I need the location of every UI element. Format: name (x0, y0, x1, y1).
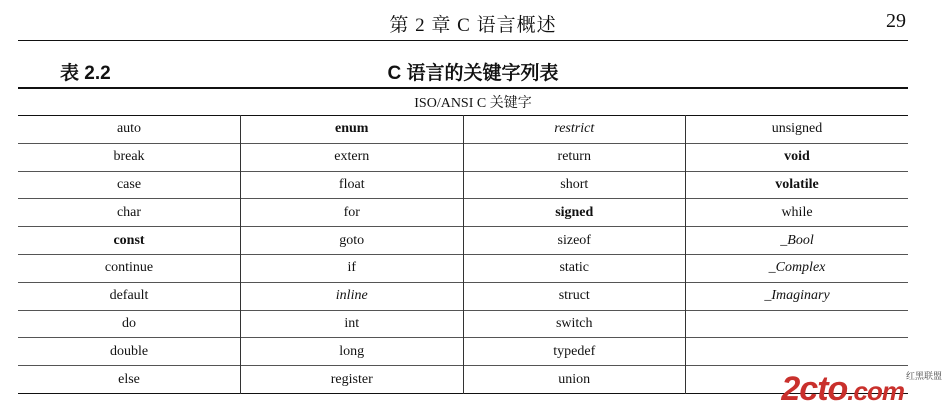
table-row (18, 338, 908, 366)
keyword-cell: else (18, 366, 241, 394)
table-label: 表 2.2 (60, 63, 111, 84)
keyword-cell: void (686, 143, 909, 171)
keyword-cell: extern (241, 143, 464, 171)
keyword-cell: static (463, 254, 686, 282)
keyword-cell: while (686, 199, 909, 227)
title-rule (18, 87, 908, 89)
keyword-cell: do (18, 310, 241, 338)
table-row (18, 143, 908, 171)
table-row (18, 116, 908, 144)
watermark (781, 369, 942, 406)
watermark-caption: 红黑联盟 (905, 372, 942, 382)
table-row (18, 310, 908, 338)
keyword-cell: long (241, 338, 464, 366)
keyword-cell: restrict (463, 116, 686, 144)
keyword-cell: _Imaginary (686, 282, 909, 310)
keyword-table (18, 115, 908, 394)
table-row (18, 282, 908, 310)
keyword-cell: int (241, 310, 464, 338)
keyword-cell: switch (463, 310, 686, 338)
keyword-cell: case (18, 171, 241, 199)
table-title: C 语言的关键字列表 (387, 63, 559, 84)
keyword-cell: struct (463, 282, 686, 310)
keyword-cell: typedef (463, 338, 686, 366)
watermark-logo: 2cto.com (781, 370, 904, 408)
keyword-cell: double (18, 338, 241, 366)
keyword-cell: register (241, 366, 464, 394)
table-row (18, 254, 908, 282)
keyword-cell: const (18, 227, 241, 255)
keyword-cell: default (18, 282, 241, 310)
keyword-cell: float (241, 171, 464, 199)
keyword-cell: return (463, 143, 686, 171)
keyword-cell: _Bool (686, 227, 909, 255)
table-row (18, 199, 908, 227)
keyword-cell (686, 338, 909, 366)
keyword-cell: break (18, 143, 241, 171)
keyword-cell: sizeof (463, 227, 686, 255)
keyword-cell: _Complex (686, 254, 909, 282)
table-row (18, 366, 908, 394)
keyword-cell: volatile (686, 171, 909, 199)
keyword-cell: for (241, 199, 464, 227)
keyword-table-body (18, 116, 908, 394)
keyword-cell: continue (18, 254, 241, 282)
keyword-cell: goto (241, 227, 464, 255)
keyword-cell: if (241, 254, 464, 282)
table-subtitle: ISO/ANSI C 关键字 (414, 96, 532, 111)
keyword-cell: inline (241, 282, 464, 310)
keyword-cell: auto (116, 121, 142, 137)
table-row (18, 227, 908, 255)
keyword-cell: char (18, 199, 241, 227)
page-number: 29 (886, 10, 906, 32)
keyword-cell: signed (463, 199, 686, 227)
header-rule (18, 40, 908, 41)
keyword-cell (686, 310, 909, 338)
keyword-cell: union (463, 366, 686, 394)
table-row (18, 171, 908, 199)
keyword-cell: unsigned (686, 116, 909, 144)
keyword-cell: short (463, 171, 686, 199)
chapter-header: 第 2 章 C 语言概述 (389, 15, 557, 36)
keyword-cell: enum (241, 116, 464, 144)
